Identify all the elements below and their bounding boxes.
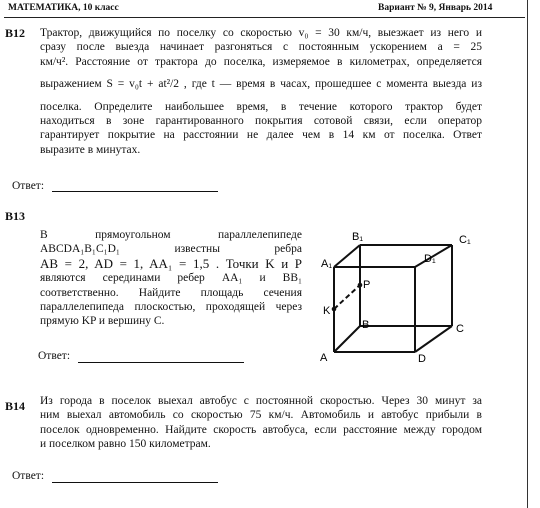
b12-line-5: поселка. Определите наибольшее время, в течение которого трактор будет bbox=[40, 100, 482, 113]
b13-answer-field[interactable] bbox=[78, 362, 244, 363]
b12-line-6: находиться в зоне гарантированного покрытия сотовой связи, если оператор bbox=[40, 115, 482, 128]
b13-line-1: В прямоугольном параллелепипеде bbox=[40, 229, 302, 241]
header-variant: Вариант № 9, Январь 2014 bbox=[378, 3, 493, 13]
b13-line-4: являются серединами ребер AA₁ и BB₁ bbox=[40, 272, 302, 285]
b12-line-7: гарантирует покрытие на расстоянии не далее чем в 14 км от поселка. Ответ bbox=[40, 129, 482, 142]
b12-line-4: выражением S = v₀t + at²/2 , где t — время в часах, прошедшее с момента выезда из bbox=[40, 78, 482, 91]
label-B: B bbox=[362, 319, 370, 331]
b12-answer-field[interactable] bbox=[52, 191, 218, 192]
header-divider bbox=[4, 17, 525, 18]
b12-line-8: выразите в минутах. bbox=[40, 143, 141, 156]
b13-line-6: параллелепипеда плоскостью, проходящей через bbox=[40, 301, 302, 314]
label-A1: A₁ bbox=[321, 258, 333, 270]
b14-line-1: Из города в поселок выехал автобус с постоянной скоростью. Через 30 минут за bbox=[40, 395, 482, 407]
label-D1: D₁ bbox=[424, 253, 436, 265]
label-D: D bbox=[418, 353, 426, 365]
segment-KP bbox=[334, 285, 360, 309]
b14-line-4: и поселком равно 150 километрам. bbox=[40, 438, 211, 451]
b13-line-3: AB = 2, AD = 1, AA₁ = 1,5 . Точки K и P bbox=[40, 255, 302, 271]
label-P: P bbox=[363, 279, 371, 291]
b12-answer-label: Ответ: bbox=[12, 180, 45, 192]
b14-line-2: ним выехал автомобиль со скоростью 75 км/ч. Автомобиль и автобус прибыли в bbox=[40, 409, 482, 422]
header-subject: МАТЕМАТИКА, 10 класс bbox=[8, 3, 119, 13]
b12-line-1: Трактор, движущийся по поселку со скоростью v₀ = 30 км/ч, выезжает из него и bbox=[40, 27, 482, 39]
problem-number-b14: B14 bbox=[5, 399, 26, 413]
b13-line-2: ABCDA₁B₁C₁D₁ известны ребра bbox=[40, 243, 302, 256]
edge-A1B1 bbox=[334, 245, 360, 267]
problem-text-b12 bbox=[40, 26, 482, 157]
b13-line-7: прямую KP и вершину C. bbox=[40, 315, 165, 328]
label-C1: C₁ bbox=[459, 234, 471, 246]
label-A: A bbox=[320, 352, 328, 364]
point-K bbox=[332, 307, 337, 312]
page-border bbox=[527, 0, 528, 508]
label-C: C bbox=[456, 323, 464, 335]
point-P bbox=[358, 283, 363, 288]
label-K: K bbox=[323, 305, 331, 317]
b14-answer-label: Ответ: bbox=[12, 470, 45, 482]
b12-line-2: сразу после выезда начинает разгоняться с постоянным ускорением a = 25 bbox=[40, 41, 482, 54]
b12-line-3: км/ч². Расстояние от трактора до поселка, измеряемое в километрах, определяется bbox=[40, 55, 482, 68]
parallelepiped-figure bbox=[320, 225, 485, 365]
b14-answer-field[interactable] bbox=[52, 482, 218, 483]
problem-text-b14 bbox=[40, 394, 482, 452]
problem-number-b13: B13 bbox=[5, 209, 26, 223]
label-B1: B₁ bbox=[352, 231, 364, 243]
problem-number-b12: B12 bbox=[5, 26, 26, 40]
b13-line-5: соответственно. Найдите площадь сечения bbox=[40, 286, 302, 299]
b13-answer-label: Ответ: bbox=[38, 350, 71, 362]
edge-AB bbox=[334, 326, 360, 352]
b14-line-3: поселок одновременно. Найдите скорость автобуса, если расстояние между городом bbox=[40, 423, 482, 436]
problem-text-b13 bbox=[40, 228, 302, 329]
edge-DC bbox=[415, 326, 452, 352]
